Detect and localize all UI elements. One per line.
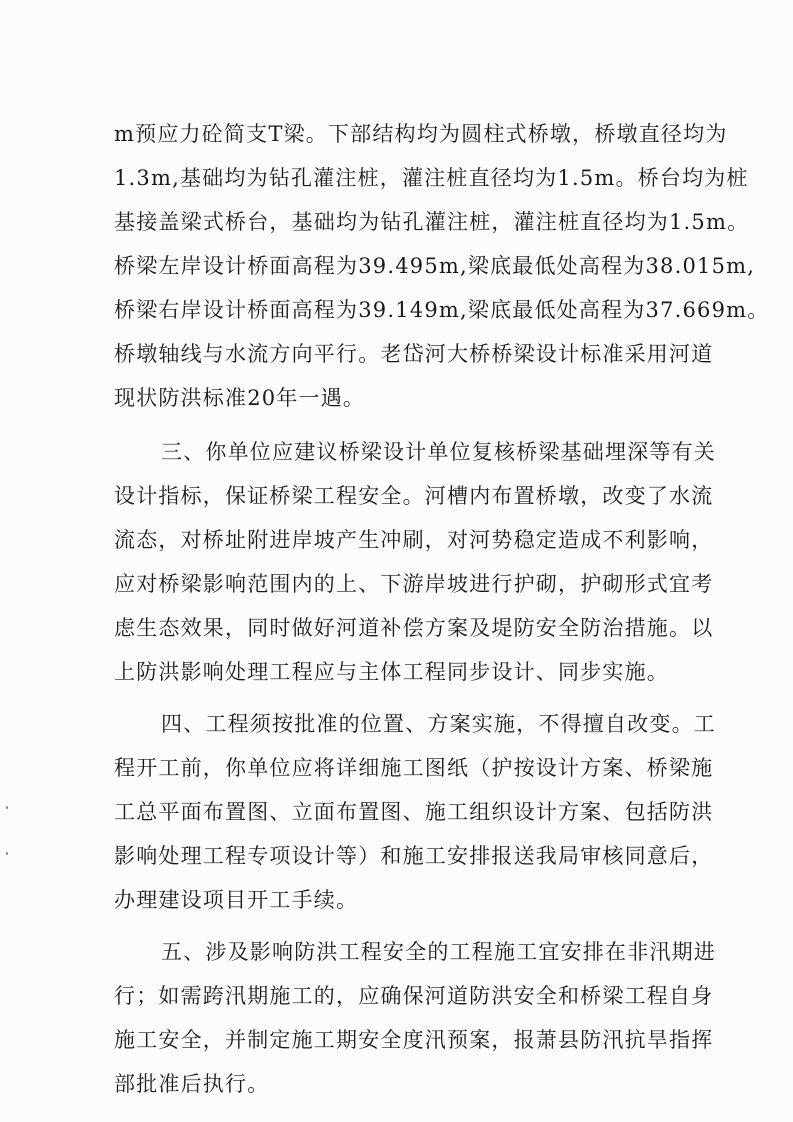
text-line: 三、你单位应建议桥梁设计单位复核桥梁基础埋深等有关	[161, 440, 716, 464]
text-line: 影响处理工程专项设计等）和施工安排报送我局审核同意后，	[114, 844, 714, 868]
text-line: 上防洪影响处理工程应与主体工程同步设计、同步实施。	[114, 660, 669, 684]
text-line: 程开工前，你单位应将详细施工图纸（护按设计方案、桥梁施	[114, 756, 714, 780]
text-line: 五、涉及影响防洪工程安全的工程施工宜安排在非汛期进	[161, 940, 716, 964]
text-line: 桥梁左岸设计桥面高程为39.495m,梁底最低处高程为38.015m,	[114, 254, 756, 278]
text-line: 现状防洪标准20年一遇。	[114, 386, 366, 410]
paragraph-section-three	[114, 430, 714, 694]
text-line: 部批准后执行。	[114, 1072, 270, 1096]
document-body	[114, 112, 770, 1106]
scan-speck-mark	[6, 806, 8, 809]
paragraph-section-four	[114, 702, 714, 922]
text-line: 行；如需跨汛期施工的，应确保河道防洪安全和桥梁工程自身	[114, 984, 714, 1008]
text-line: 设计指标，保证桥梁工程安全。河槽内布置桥墩，改变了水流	[114, 484, 714, 508]
scan-speck-mark	[6, 852, 8, 855]
paragraph-section-five	[114, 930, 714, 1106]
text-line: 桥梁右岸设计桥面高程为39.149m,梁底最低处高程为37.669m。	[114, 298, 770, 322]
text-line: 基接盖梁式桥台，基础均为钻孔灌注桩，灌注桩直径均为1.5m。	[114, 210, 750, 234]
text-line: m预应力砼简支T梁。下部结构均为圆柱式桥墩，桥墩直径均为	[114, 122, 728, 146]
paragraph-structure-description	[114, 112, 770, 420]
text-line: 桥墩轴线与水流方向平行。老岱河大桥桥梁设计标准采用河道	[114, 342, 714, 366]
text-line: 应对桥梁影响范围内的上、下游岸坡进行护砌，护砌形式宜考	[114, 572, 714, 596]
text-line: 流态，对桥址附进岸坡产生冲刷，对河势稳定造成不利影响，	[114, 528, 714, 552]
text-line: 虑生态效果，同时做好河道补偿方案及堤防安全防治措施。以	[114, 616, 714, 640]
text-line: 1.3m,基础均为钻孔灌注桩，灌注桩直径均为1.5m。桥台均为桩	[114, 166, 749, 190]
text-line: 施工安全，并制定施工期安全度汛预案，报萧县防汛抗旱指挥	[114, 1028, 714, 1052]
text-line: 四、工程须按批准的位置、方案实施，不得擅自改变。工	[161, 712, 716, 736]
text-line: 工总平面布置图、立面布置图、施工组织设计方案、包括防洪	[114, 800, 714, 824]
text-line: 办理建设项目开工手续。	[114, 888, 359, 912]
